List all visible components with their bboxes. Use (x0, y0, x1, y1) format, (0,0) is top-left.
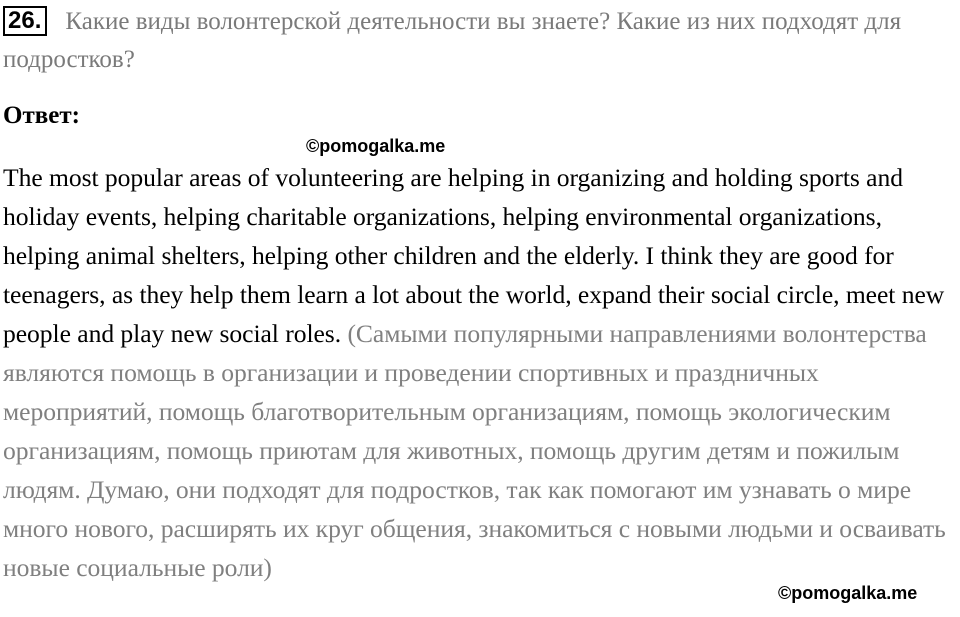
watermark-bottom: ©pomogalka.me (778, 583, 918, 603)
watermark-top: ©pomogalka.me (306, 136, 446, 156)
answer-label: Ответ: (3, 102, 80, 129)
answer-text (3, 158, 958, 587)
answer-russian: (Самыми популярными направлениями волонтерства являются помощь в организации и проведении спортивных и праздничных мероприятий, помощь благотворительным организациям, помощь экологическим организациям, помощь приютам для животных, помощь другим детям и пожилым людям. Думаю, они подходят для подростков, так как помогают им узнавать о мире много нового, расширять их круг общения, знакомиться с новыми людьми и осваивать новые социальные роли) (3, 319, 946, 582)
question-text: Какие виды волонтерской деятельности вы знаете? Какие из них подходят для подростков? (3, 8, 902, 73)
answer-english: The most popular areas of volunteering are helping in organizing and holding sports and holiday events, helping charitable organizations, helping environmental organizations, helping animal shelters, helping other children and the elderly. I think they are good for teenagers, as they help them learn a lot about the world, expand their social circle, meet new people and play new social roles. (3, 163, 945, 348)
question (3, 3, 953, 79)
question-number: 26. (3, 6, 47, 36)
